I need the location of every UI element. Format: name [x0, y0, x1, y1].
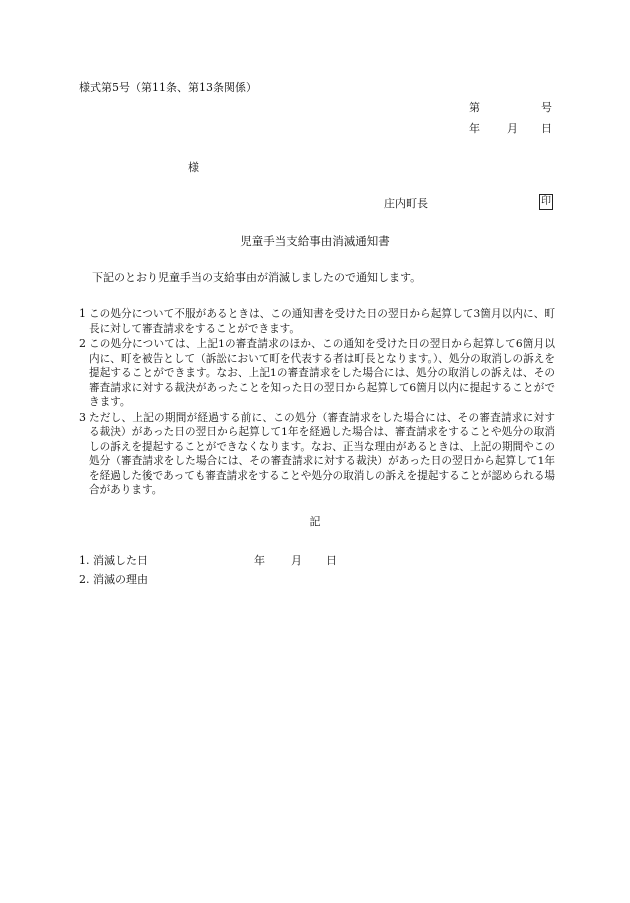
note-text: この処分については、上記1の審査請求のほか、この通知を受けた日の翌日から起算して6箇月以内に、町を被告として（訴訟において町を代表する者は町長となります。）、処分の取消しの訴えを提起することができます。なお、上記1の審査請求をした場合には、処分の取消しの訴えは、その審査請求に対する裁決があったことを知った日の翌日から起算して6箇月以内に提起することができます。 — [89, 338, 555, 408]
note-text: この処分について不服があるときは、この通知書を受けた日の翌日から起算して3箇月以内に、町長に対して審査請求をすることができます。 — [89, 308, 555, 335]
doc-number-suffix: 号 — [541, 101, 552, 114]
form-number: 様式第5号（第11条、第13条関係） — [79, 81, 257, 94]
doc-number-prefix: 第 — [469, 101, 480, 114]
note-text: ただし、上記の期間が経過する前に、この処分（審査請求をした場合には、その審査請求に対する裁決）があった日の翌日から起算して1年を経過した場合は、審査請求をすることや処分の取消しの訴えを提起することができなくなります。なお、正当な理由があるときは、上記の期間やこの処分（審査請求をした場合には、その審査請求に対する裁決）があった日の翌日から起算して1年を経過した後であっても審査請求をすることや処分の取消しの訴えを提起することが認められる場合があります。 — [89, 411, 556, 496]
note-item — [79, 307, 555, 336]
issue-date-month: 月 — [507, 122, 518, 135]
document-title: 児童手当支給事由消滅通知書 — [240, 234, 390, 248]
item-extinction-date-label: 1. 消滅した日 — [79, 554, 148, 567]
note-item — [79, 337, 555, 410]
note-number: 2 — [79, 337, 86, 350]
item-extinction-reason-label: 2. 消滅の理由 — [79, 573, 148, 586]
item-extinction-date-month: 月 — [291, 554, 302, 567]
item-extinction-date-year: 年 — [254, 554, 265, 567]
ki-heading: 記 — [309, 515, 321, 528]
seal-mark: 印 — [539, 194, 553, 210]
appeal-notes — [79, 307, 555, 499]
item-extinction-date-day: 日 — [326, 554, 337, 567]
issue-date-year: 年 — [469, 122, 480, 135]
sender-name: 庄内町長 — [384, 197, 428, 210]
issue-date-day: 日 — [541, 122, 552, 135]
note-number: 1 — [79, 307, 86, 320]
note-item — [79, 411, 555, 498]
intro-text: 下記のとおり児童手当の支給事由が消滅しましたので通知します。 — [92, 271, 422, 284]
recipient-suffix: 様 — [188, 161, 199, 174]
note-number: 3 — [79, 410, 86, 424]
